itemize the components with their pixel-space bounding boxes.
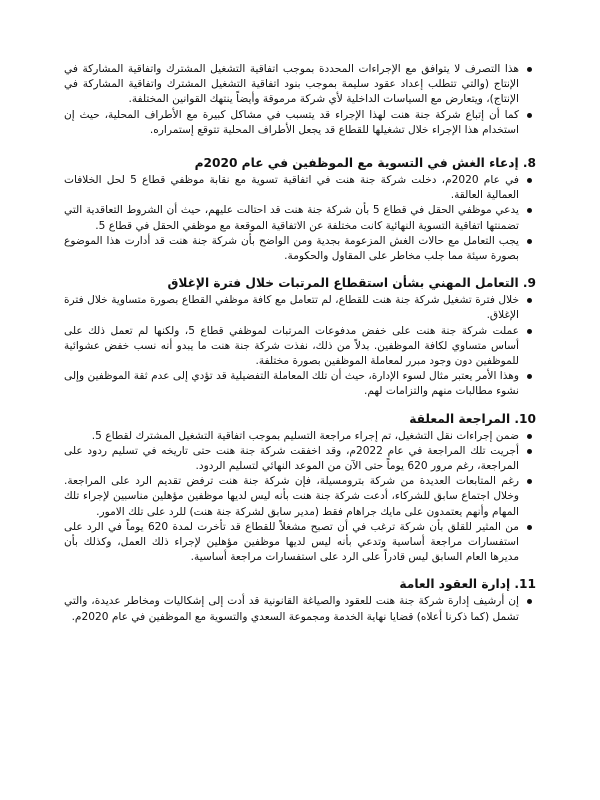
bullet-dot-icon	[527, 434, 532, 439]
bullet-dot-icon	[527, 599, 532, 604]
bullet-item	[64, 293, 536, 323]
section-8	[64, 156, 536, 264]
section-heading: 11. إدارة العقود العامة	[399, 577, 536, 592]
bullet-dot-icon	[527, 178, 532, 183]
bullet-text: في عام 2020م، دخلت شركة جنة هنت في اتفاقية تسوية مع نقابة موظفي قطاع 5 لحل الخلافات العمالية العالقة.	[64, 174, 519, 202]
bullet-item	[64, 62, 536, 108]
bullet-dot-icon	[527, 298, 532, 303]
bullet-dot-icon	[527, 239, 532, 244]
bullet-item	[64, 474, 536, 520]
bullet-text: من المثير للقلق بأن شركة ترغب في أن تصبح مشغلاً للقطاع قد تأخرت لمدة 620 يوماً في الرد على استفسارات مراجعة أساسية وتدعي بأنه ليس لديها موظفين مؤهلين لإجراء ذلك العمل، وكذلك بأن مديرها العام السابق ليس قادراً على الرد على استفسارات مراجعة أساسية.	[64, 520, 519, 564]
bullet-item	[64, 520, 536, 566]
section-9	[64, 276, 536, 399]
bullet-text: عملت شركة جنة هنت على خفض مدفوعات المرتبات لموظفي قطاع 5، ولكنها لم تعمل ذلك على أساس متساوي لكافة الموظفين. بدلاً من ذلك، نفذت شركة جنة هنت ما يبدو أنه نسب خفض عشوائية للموظفين دون وجود مبرر لمعاملة الموظفين بصورة مختلفة.	[64, 324, 519, 368]
bullet-dot-icon	[527, 525, 532, 530]
bullet-item	[64, 108, 536, 138]
bullet-text: وهذا الأمر يعتبر مثال لسوء الإدارة، حيث أن تلك المعاملة التفضيلية قد تؤدي إلى عدم ثقة الموظفين وإلى نشوء مطالبات منهم والتزامات لهم.	[64, 370, 519, 398]
bullet-dot-icon	[527, 208, 532, 213]
bullet-dot-icon	[527, 329, 532, 334]
bullet-item	[64, 173, 536, 203]
section-heading: 9. التعامل المهني بشأن استقطاع المرتبات خلال فترة الإغلاق	[167, 276, 536, 291]
bullet-text: كما أن إتباع شركة جنة هنت لهذا الإجراء قد يتسبب في مشاكل كبيرة مع الأطراف المحلية، حيث إن استخدام هذا الإجراء خلال تشغيلها للقطاع قد يجعل الأطراف المحلية تتوقع إستمراره.	[64, 108, 519, 136]
bullet-text: ضمن إجراءات نقل التشغيل، تم إجراء مراجعة التسليم بموجب اتفاقية التشغيل المشترك لقطاع 5.	[91, 429, 519, 442]
bullet-text: رغم المتابعات العديدة من شركة بترومسيلة، فإن شركة جنة هنت ترفض تقديم الرد على المراجعة. وخلال اجتماع سابق للشركاء، أدعت شركة جنة هنت بأنه ليس لديها موظفين مؤهلين مناسبين لإجراء تلك المهام وأنهم يعتمدون على مايك جراهام فقط (مدير سابق لشركة جنة هنت) للرد على تلك الامور.	[64, 475, 519, 518]
bullet-dot-icon	[527, 113, 532, 118]
bullet-item	[64, 324, 536, 370]
bullet-list	[64, 594, 536, 624]
bullet-text: يدعي موظفي الحقل في قطاع 5 بأن شركة جنة هنت قد احتالت عليهم، حيث أن الشروط التعاقدية التي تضمنتها اتفاقية التسوية النهائية كانت مختلفة عن الاتفاقية الموقعة مع موظفي الحقل في قطاع 5.	[64, 204, 519, 232]
bullet-item	[64, 369, 536, 399]
bullet-dot-icon	[527, 449, 532, 454]
bullet-dot-icon	[527, 479, 532, 484]
bullet-item	[64, 444, 536, 474]
bullet-item	[64, 594, 536, 624]
bullet-text: إن أرشيف إدارة شركة جنة هنت للعقود والصياغة القانونية قد أدت إلى إشكاليات ومخاطر عديدة، والتي تشمل (كما ذكرنا أعلاه) قضايا نهاية الخدمة ومجموعة السعدي والتسوية مع الموظفين في عام 2020م.	[64, 595, 519, 623]
section-continued	[64, 62, 536, 138]
bullet-item	[64, 234, 536, 264]
bullet-list	[64, 173, 536, 264]
section-heading: 10. المراجعة المعلقة	[409, 411, 536, 426]
section-11	[64, 577, 536, 624]
bullet-item	[64, 429, 536, 444]
bullet-dot-icon	[527, 374, 532, 379]
bullet-list	[64, 62, 536, 138]
bullet-list	[64, 293, 536, 399]
bullet-text: خلال فترة تشغيل شركة جنة هنت للقطاع، لم تتعامل مع كافة موظفي القطاع بصورة متساوية خلال فترة الإغلاق.	[64, 294, 519, 322]
bullet-text: أجريت تلك المراجعة في عام 2022م، وقد اخفقت شركة جنة هنت حتى تاريخه في تسليم ردود على المراجعة، رغم مرور 620 يوماً حتى الآن من الموعد النهائي لتسليم الردود.	[64, 444, 519, 473]
bullet-text: هذا التصرف لا يتوافق مع الإجراءات المحددة بموجب اتفاقية التشغيل المشترك واتفاقية المشاركة في الإنتاج (والتي تتطلب إعداد عقود سليمة بموجب بنود اتفاقية التشغيل المشترك واتفاقية المشاركة في الإنتاج)، ويتعارض مع السياسات الداخلية لأي شركة مرموقة وأيضاً ينتهك القوانين المختلفة.	[64, 63, 519, 106]
bullet-dot-icon	[527, 67, 532, 72]
section-heading: 8. إدعاء الغش في التسوية مع الموظفين في عام 2020م	[194, 156, 536, 171]
bullet-item	[64, 203, 536, 233]
section-10	[64, 412, 536, 566]
bullet-list	[64, 429, 536, 566]
bullet-text: يجب التعامل مع حالات الغش المزعومة بجدية ومن الواضح بأن شركة جنة هنت قد أدارت هذا الموضوع بصورة سيئة مما جلب مخاطر على المقاول والحكومة.	[64, 234, 519, 263]
